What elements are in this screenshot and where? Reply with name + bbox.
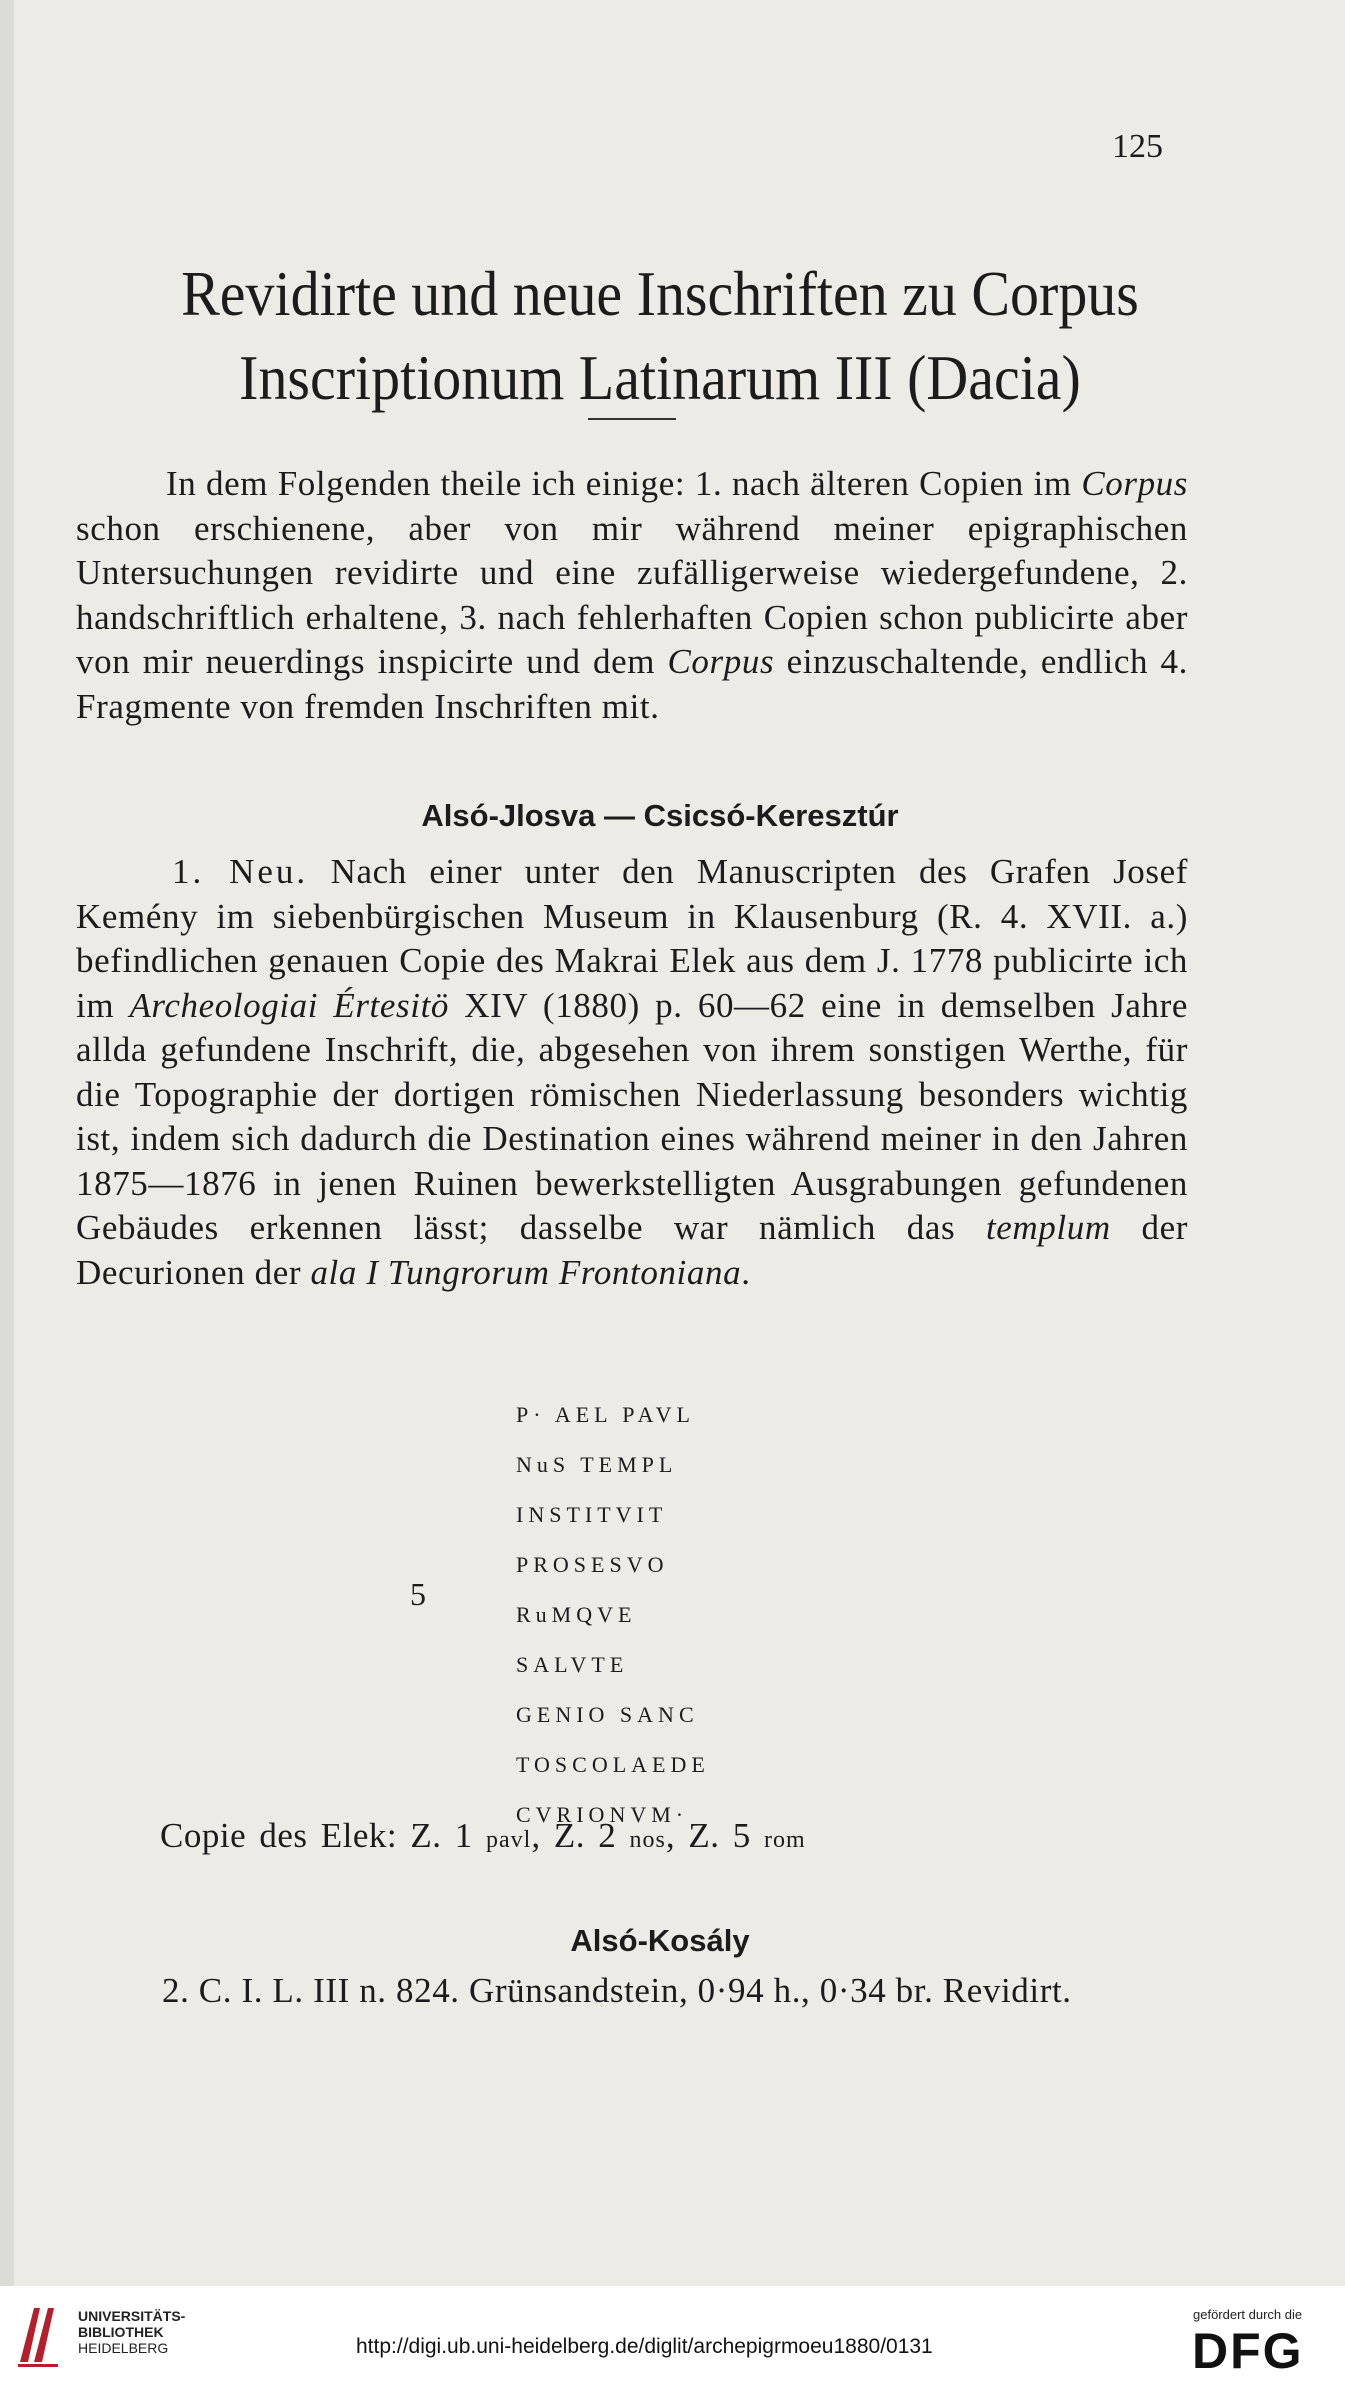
- inscription-text: [516, 1390, 710, 1840]
- title-line-1: Revidirte und neue Inschriften zu Corpus: [181, 259, 1139, 329]
- section1-paragraph: 1. Neu. Nach einer unter den Manuscripten des Grafen Josef Kemény im siebenbürgischen Museum in Klausenburg (R. 4. XVII. a.) befindlichen genauen Copie des Makrai Elek aus dem J. 1778 publicirte ich im Archeologiai Értesitö XIV (1880) p. 60—62 eine in demselben Jahre allda gefundene Inschrift, die, abgesehen von ihrem sonstigen Werthe, für die Topographie der dortigen römischen Niederlassung besonders wichtig ist, indem sich dadurch die Destination eines während meiner in den Jahren 1875—1876 in jenen Ruinen bewerkstelligten Ausgrabungen gefundenen Gebäudes erkennen lässt; dasselbe war nämlich das templum der Decurionen der ala I Tungrorum Frontoniana.: [76, 852, 1189, 1292]
- library-name: UNIVERSITÄTS- BIBLIOTHEK HEIDELBERG: [78, 2308, 186, 2356]
- copie-note: Copie des Elek: Z. 1 pavl, Z. 2 nos, Z. 5 rom: [160, 1816, 806, 1855]
- inscription-line: PROSESVO: [516, 1552, 669, 1577]
- inscription-line: P· AEL PAVL: [516, 1402, 695, 1427]
- intro-paragraph: In dem Folgenden theile ich einige: 1. nach älteren Copien im Corpus schon erschienene, aber von mir während meiner epigraphischen Untersuchungen revidirte und eine zufälligerweise wiedergefundene, 2. handschriftlich erhaltene, 3. nach fehlerhaften Copien schon publicirte aber von mir neuerdings inspicirte und dem Corpus einzuschaltende, endlich 4. Fragmente von fremden Inschriften mit.: [76, 464, 1188, 726]
- entry-label: 1. Neu.: [172, 852, 309, 891]
- permalink-url[interactable]: http://digi.ub.uni-heidelberg.de/diglit/archepigrmoeu1880/0131: [356, 2335, 933, 2358]
- inscription-line: TOSCOLAEDE: [516, 1752, 710, 1777]
- funding-caption: gefördert durch die: [1193, 2307, 1303, 2322]
- inscription-line: CVRIONVM·: [516, 1802, 689, 1827]
- inscription-line: SALVTE: [516, 1652, 629, 1677]
- section-heading-1: Alsó-Jlosva — Csicsó-Keresztúr: [421, 798, 899, 833]
- title-line-2: Inscriptionum Latinarum III (Dacia): [239, 343, 1081, 413]
- title-divider: [588, 418, 676, 420]
- page-number: 125: [1112, 128, 1163, 165]
- inscription-line: NuS TEMPL: [516, 1452, 678, 1477]
- inscription-line: GENIO SANC: [516, 1702, 699, 1727]
- inscription-line: INSTITVIT: [516, 1502, 668, 1527]
- library-logo-icon: [14, 2300, 64, 2370]
- section-heading-2: Alsó-Kosály: [570, 1923, 750, 1958]
- inscription-line-number: 5: [410, 1576, 426, 1612]
- inscription-line: RuMQVE: [516, 1602, 637, 1627]
- article-title: [108, 252, 1212, 420]
- section2-paragraph: 2. C. I. L. III n. 824. Grünsandstein, 0·94 h., 0·34 br. Revidirt.: [162, 1971, 1072, 2010]
- dfg-logo: DFG: [1192, 2323, 1304, 2379]
- page-edge: [0, 0, 14, 2286]
